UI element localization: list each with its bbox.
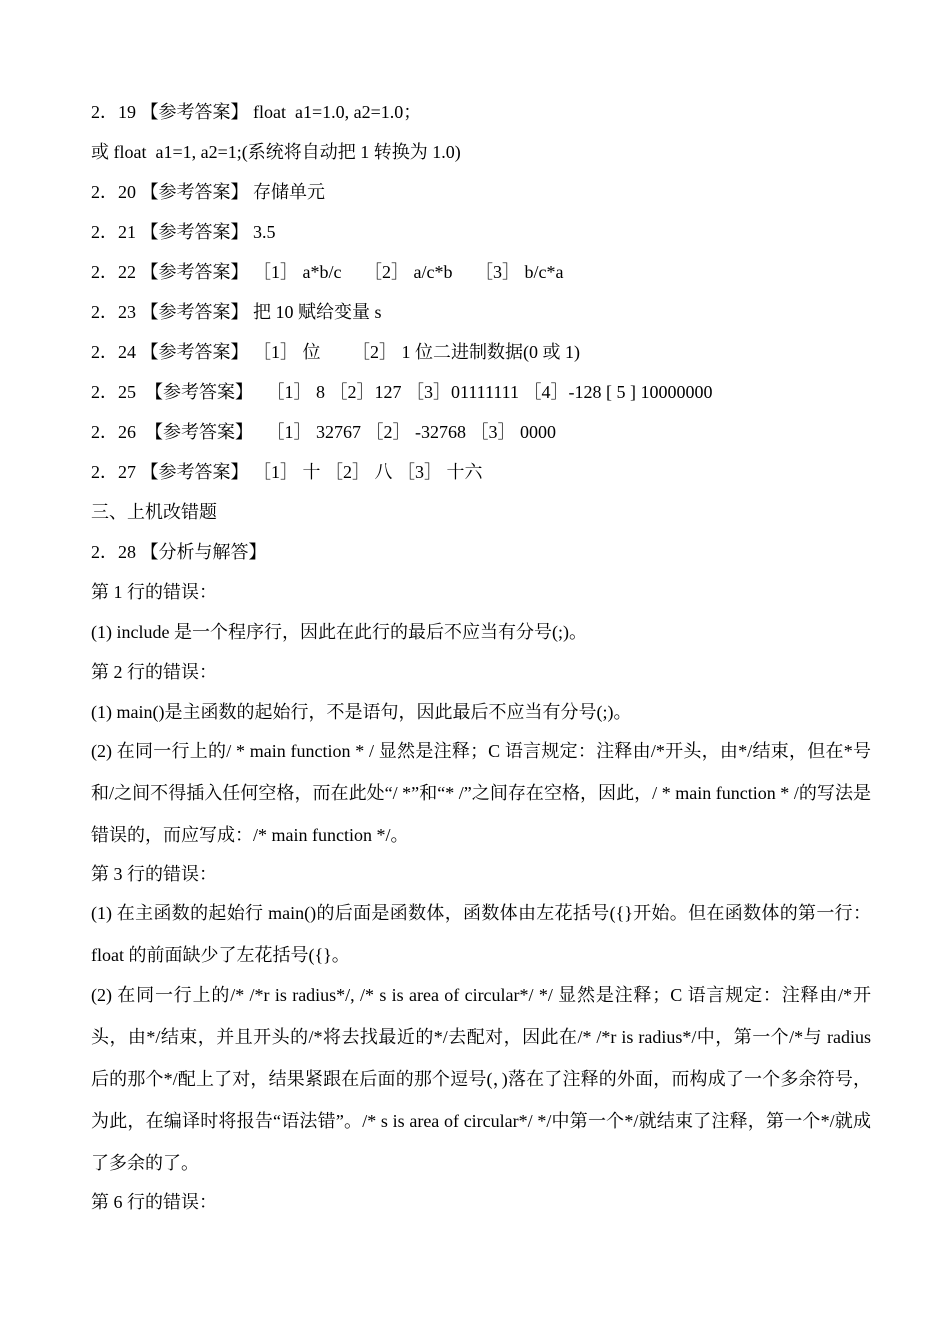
answer-2-25: 2．25 【参考答案】 ［1］ 8 ［2］127 ［3］01111111 ［4］-128 [ 5 ] 10000000	[91, 382, 713, 402]
answer-2-27: 2．27 【参考答案】 ［1］ 十 ［2］ 八 ［3］ 十六	[91, 462, 483, 482]
answer-2-23: 2．23 【参考答案】 把 10 赋给变量 s	[91, 302, 382, 322]
line-2-errors-heading: 第 2 行的错误：	[91, 662, 217, 682]
answer-2-19: 2．19 【参考答案】 float a1=1.0, a2=1.0；	[91, 102, 422, 122]
answer-2-24: 2．24 【参考答案】 ［1］ 位 ［2］ 1 位二进制数据(0 或 1)	[91, 342, 580, 362]
line-1-errors-heading: 第 1 行的错误：	[91, 582, 217, 602]
answer-2-21: 2．21 【参考答案】 3.5	[91, 222, 276, 242]
line-2-error-1: (1) main()是主函数的起始行，不是语句，因此最后不应当有分号(;)。	[91, 702, 632, 722]
answer-2-26: 2．26 【参考答案】 ［1］ 32767 ［2］ -32768 ［3］ 0000	[91, 422, 556, 442]
line-1-error-1: (1) include 是一个程序行，因此在此行的最后不应当有分号(;)。	[91, 622, 587, 642]
line-3-error-2: (2) 在同一行上的/* /*r is radius*/, /* s is area of circular*/ */ 显然是注释；C 语言规定：注释由/*开头，由*/结束，并且开头的/*将去找最近的*/去配对，因此在/* /*r is radius*/中，第一个/*与 radius 后的那个*/配上了对，结果紧跟在后面的那个逗号(，)落在了注释的外面，而构成了一个多余符号，为此，在编译时将报告“语法错”。/* s is area of circular*/ */中第一个*/就结束了注释，第一个*/就成了多余的了。	[91, 985, 871, 1173]
answer-2-20: 2．20 【参考答案】 存储单元	[91, 182, 325, 202]
line-3-errors-heading: 第 3 行的错误：	[91, 864, 217, 884]
answer-2-22: 2．22 【参考答案】 ［1］ a*b/c ［2］ a/c*b ［3］ b/c*a	[91, 262, 564, 282]
section-heading: 三、上机改错题	[91, 502, 217, 522]
answer-2-28-heading: 2．28 【分析与解答】	[91, 542, 267, 562]
line-2-error-2: (2) 在同一行上的/ * main function * / 显然是注释；C 语言规定：注释由/*开头，由*/结束，但在*号和/之间不得插入任何空格，而在此处“/ *”和“* /”之间存在空格，因此，/ * main function * /的写法是错误的，而应写成：/* main function */。	[91, 741, 871, 845]
line-3-error-1: (1) 在主函数的起始行 main()的后面是函数体，函数体由左花括号({}开始。但在函数体的第一行：float 的前面缺少了左花括号({}。	[91, 903, 871, 965]
line-6-errors-heading: 第 6 行的错误：	[91, 1192, 217, 1212]
answer-2-19-alt: 或 float a1=1, a2=1;(系统将自动把 1 转换为 1.0)	[91, 142, 461, 162]
document-page	[91, 98, 871, 1228]
